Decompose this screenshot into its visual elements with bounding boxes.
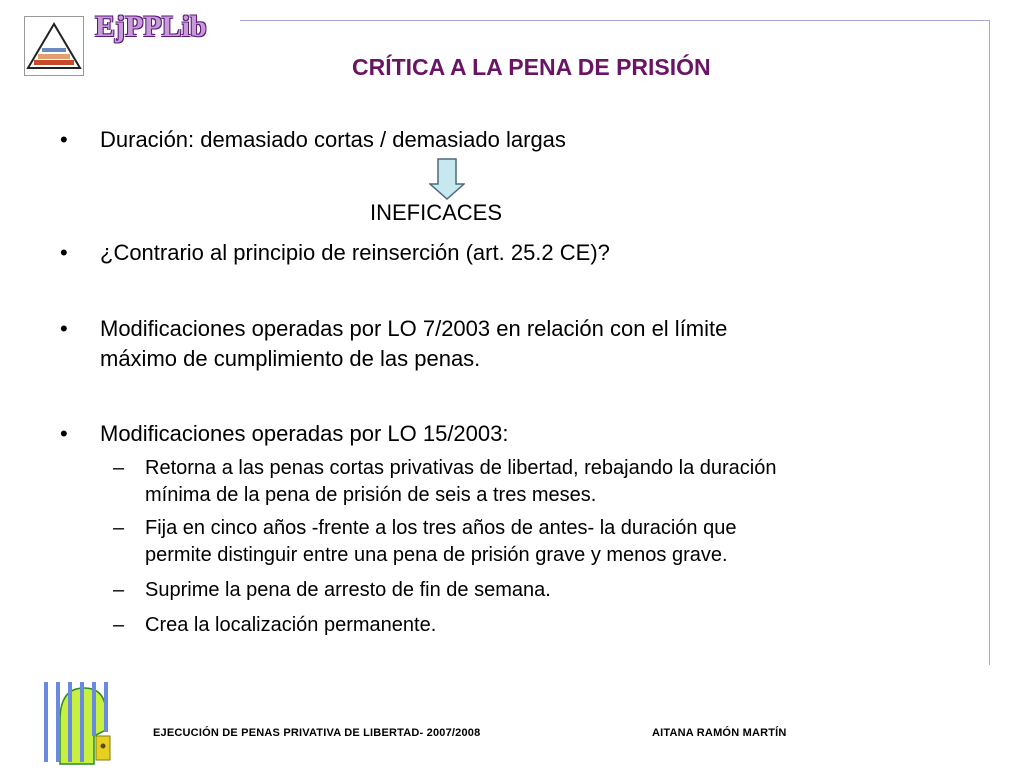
sub-text: mínima de la pena de prisión de seis a tres meses. — [145, 484, 597, 506]
bullet-marker: • — [60, 127, 68, 152]
dash-marker: – — [113, 614, 125, 636]
sub-text: Fija en cinco años -frente a los tres años de antes- la duración que — [145, 517, 737, 539]
down-arrow-icon — [429, 158, 465, 205]
brand-logo-text: EjPPLib — [95, 10, 207, 43]
sub-text: Suprime la pena de arresto de fin de semana. — [145, 579, 551, 601]
slide-title: CRÍTICA A LA PENA DE PRISIÓN — [352, 54, 711, 80]
bullet-text: Duración: demasiado cortas / demasiado largas — [100, 127, 566, 152]
bullet-text: ¿Contrario al principio de reinserción (art. 25.2 CE)? — [100, 240, 610, 265]
prison-bars-icon — [40, 680, 120, 766]
dash-marker: – — [113, 579, 125, 601]
bullet-marker: • — [60, 316, 68, 341]
bullet-text: máximo de cumplimiento de las penas. — [100, 346, 481, 371]
bullet-marker: • — [60, 421, 68, 446]
bullet-text: Modificaciones operadas por LO 15/2003: — [100, 421, 509, 446]
sub-text: permite distinguir entre una pena de prisión grave y menos grave. — [145, 544, 728, 566]
dash-marker: – — [113, 457, 125, 479]
footer-course: EJECUCIÓN DE PENAS PRIVATIVA DE LIBERTAD- 2007/2008 — [153, 727, 481, 739]
sub-text: Retorna a las penas cortas privativas de libertad, rebajando la duración — [145, 457, 777, 479]
bullet-marker: • — [60, 240, 68, 265]
bullet-text: Modificaciones operadas por LO 7/2003 en relación con el límite — [100, 316, 728, 341]
ineficaces-label: INEFICACES — [370, 200, 503, 225]
footer-author: AITANA RAMÓN MARTÍN — [652, 727, 787, 739]
dash-marker: – — [113, 517, 125, 539]
sub-text: Crea la localización permanente. — [145, 614, 437, 636]
